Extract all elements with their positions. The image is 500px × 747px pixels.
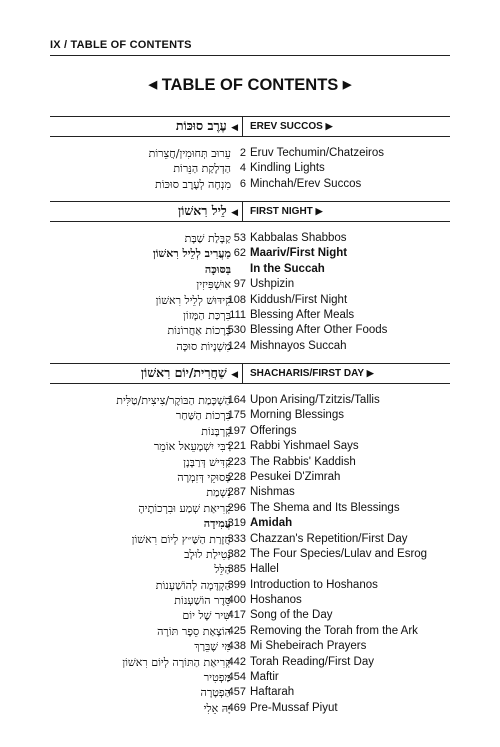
entry-page-number: 400 [227, 594, 246, 607]
entry-hebrew: בִּרְכַּת הַמָּזוֹן [183, 308, 231, 322]
toc-entry [50, 608, 450, 623]
running-head-rule [50, 55, 450, 56]
section-ornament-left-icon: ◀ [231, 208, 238, 218]
toc-entry [50, 470, 450, 485]
toc-entry [50, 262, 450, 277]
toc-entry [50, 339, 450, 354]
section-ornament-left-icon: ◀ [231, 370, 238, 380]
entry-english: Kabbalas Shabbos [250, 232, 347, 244]
entry-english: Haftarah [250, 686, 295, 699]
entry-hebrew: מַעֲרִיב לְלֵיל רִאשׁוֹן [152, 247, 231, 261]
entry-english: Hallel [250, 563, 279, 576]
entry-hebrew: סֵדֶר הוֹשַׁעְנוֹת [174, 594, 231, 608]
entry-hebrew: מַפְטִיר [203, 671, 231, 685]
entry-english: Mi Shebeirach Prayers [250, 640, 367, 653]
entry-page-number: 333 [227, 532, 246, 545]
entry-hebrew: אוּשְׁפִּיזִין [196, 278, 231, 292]
entry-hebrew: הַלֵּל [214, 563, 231, 577]
page-title-text: TABLE OF CONTENTS [161, 76, 339, 94]
toc-entry [50, 485, 450, 500]
section-title-hebrew [176, 118, 238, 134]
entry-hebrew: הַשְׁכָּמַת הַבּוֹקֶר/צִיצִית/טַלִּית [116, 394, 231, 407]
entry-page-number: 197 [227, 424, 246, 437]
toc-entry [50, 161, 450, 176]
entry-hebrew: קָרְבָּנוֹת [201, 424, 231, 438]
section-divider [242, 363, 243, 383]
entry-english: Pre-Mussaf Piyut [250, 701, 338, 714]
section-divider [242, 116, 243, 136]
entry-page-number: 4 [239, 162, 246, 175]
toc-entry [50, 532, 450, 547]
toc-entry [50, 670, 450, 685]
entry-page-number: 228 [227, 470, 246, 483]
entry-page-number: 6 [239, 177, 246, 190]
entry-english: Morning Blessings [250, 409, 344, 422]
entry-hebrew: הַפְטָרָה [200, 686, 231, 700]
section-ornament-right-icon: ▶ [315, 206, 323, 216]
entry-english: Maftir [250, 671, 279, 684]
entry-hebrew: קַבָּלַת שַׁבָּת [184, 232, 231, 245]
entry-hebrew: שִׁיר שֶׁל יוֹם [182, 609, 231, 623]
entry-hebrew: קִידּוּשׁ לְלֵיל רִאשׁוֹן [155, 293, 231, 307]
entry-page-number: 382 [227, 547, 246, 560]
entry-hebrew: מִי שֶׁבֵּרַךְ [194, 640, 231, 654]
entry-english: Kindling Lights [250, 162, 325, 175]
entry-english: In the Succah [250, 262, 325, 275]
entry-english: Ushpizin [250, 278, 295, 291]
entry-hebrew: קְרִיאַת הַתּוֹרָה לְיוֹם רִאשׁוֹן [122, 655, 231, 669]
section-header [50, 363, 450, 386]
toc-entry [50, 578, 450, 593]
entry-english: Blessing After Meals [250, 308, 355, 321]
entry-hebrew: עֲמִידָה [203, 517, 231, 531]
entry-english: Mishnayos Succah [250, 339, 347, 352]
entry-english: Torah Reading/First Day [250, 655, 374, 668]
ornament-right-icon: ▶ [342, 79, 352, 91]
entry-hebrew: נִשְׁמַת [206, 486, 231, 500]
section-divider [242, 201, 243, 221]
section-header [50, 201, 450, 224]
toc-entry [50, 516, 450, 531]
section-ornament-right-icon: ▶ [366, 368, 374, 378]
entry-hebrew: פְּסוּקֵי דְּזִמְרָה [177, 470, 231, 484]
entry-page-number: 2 [239, 147, 246, 159]
entry-list [50, 393, 450, 716]
entry-page-number: 399 [227, 578, 246, 591]
entry-page-number: 296 [227, 501, 246, 514]
entry-page-number: 97 [233, 278, 246, 291]
section-ornament-right-icon: ▶ [325, 121, 333, 131]
section-rule-top [50, 363, 450, 364]
toc-entry [50, 293, 450, 308]
entry-english: Song of the Day [250, 609, 333, 622]
entry-english: Maariv/First Night [250, 247, 348, 260]
toc-entry [50, 231, 450, 246]
section-title-hebrew-text: לֵיל רִאשׁוֹן [177, 203, 227, 218]
toc-entry [50, 701, 450, 716]
section-title-hebrew [178, 203, 238, 219]
entry-page-number: 530 [227, 324, 246, 337]
entry-english: Blessing After Other Foods [250, 324, 388, 337]
entry-page-number: 164 [227, 394, 246, 406]
entry-english: Upon Arising/Tzitzis/Tallis [250, 394, 380, 406]
entry-page-number: 53 [233, 232, 246, 244]
entry-page-number: 287 [227, 486, 246, 499]
entry-english: Kiddush/First Night [250, 293, 348, 306]
entry-hebrew: יָהּ אֵלִי [203, 701, 231, 715]
entry-page-number: 124 [227, 339, 246, 352]
entry-english: Eruv Techumin/Chatzeiros [250, 147, 385, 159]
entry-english: The Rabbis' Kaddish [250, 455, 356, 468]
entry-english: Amidah [250, 517, 293, 530]
toc-entry [50, 424, 450, 439]
entry-hebrew: עֵרוּב תְּחוּמִין/חֲצֵרוֹת [148, 147, 231, 160]
section-rule-top [50, 116, 450, 117]
section-title-english-text: SHACHARIS/FIRST DAY [250, 368, 364, 379]
entry-hebrew: הוֹצָאַת סֵפֶר תּוֹרָה [157, 624, 231, 638]
entry-hebrew: הַדְלָקַת הַנֵּרוֹת [173, 162, 231, 176]
toc-entry [50, 408, 450, 423]
entry-hebrew: בַּסּוּכָּה [204, 262, 231, 276]
entry-english: The Shema and Its Blessings [250, 501, 400, 514]
entry-hebrew: מִנְחָה לְעֶרֶב סוּכּוֹת [155, 177, 231, 191]
toc-entry [50, 308, 450, 323]
toc-entry [50, 501, 450, 516]
entry-page-number: 425 [227, 624, 246, 637]
entry-english: Hoshanos [250, 594, 302, 607]
toc-entry [50, 562, 450, 577]
entry-hebrew: הַקְדָּמָה לְהוֹשַׁעְנוֹת [155, 578, 231, 592]
entry-page-number: 108 [227, 293, 246, 306]
section-title-english [250, 206, 322, 217]
entry-english: Introduction to Hoshanos [250, 578, 378, 591]
entry-page-number: 111 [229, 308, 246, 321]
entry-hebrew: קְרִיאַת שְׁמַע וּבִרְכוֹתֶיהָ [138, 501, 231, 515]
entry-page-number: 221 [227, 440, 246, 453]
toc-entry [50, 439, 450, 454]
entry-hebrew: בְּרָכוֹת אַחֲרוֹנוֹת [167, 324, 231, 338]
section-rule-bottom [50, 136, 450, 137]
entry-page-number: 454 [227, 671, 246, 684]
entry-hebrew: נְטִילַת לוּלָב [184, 547, 231, 561]
entry-page-number: 319 [227, 517, 246, 530]
toc-entry [50, 685, 450, 700]
entry-page-number: 175 [227, 409, 246, 422]
entry-english: Rabbi Yishmael Says [250, 440, 359, 453]
toc-entry [50, 547, 450, 562]
entry-list [50, 146, 450, 192]
toc-entry [50, 624, 450, 639]
entry-page-number: 417 [227, 609, 246, 622]
section-title-hebrew-text: שַׁחֲרִית/יוֹם רִאשׁוֹן [140, 365, 227, 380]
section-rule-top [50, 201, 450, 202]
section-header [50, 116, 450, 139]
entry-page-number: 385 [227, 563, 246, 576]
entry-page-number: 442 [227, 655, 246, 668]
section-rule-bottom [50, 221, 450, 222]
entry-english: Pesukei D'Zimrah [250, 470, 341, 483]
entry-page-number: 469 [227, 701, 246, 714]
entry-page-number: 62 [233, 247, 246, 260]
entry-hebrew: מִשְׁנָיוֹת סוּכָּה [176, 339, 231, 353]
entry-page-number: 223 [227, 455, 246, 468]
entry-hebrew: חֲזָרַת הַשַּׁ״ץ לְיוֹם רִאשׁוֹן [131, 532, 231, 546]
section-ornament-left-icon: ◀ [231, 123, 238, 133]
toc-entry [50, 393, 450, 408]
entry-english: Nishmas [250, 486, 295, 499]
entry-page-number: 438 [227, 640, 246, 653]
entry-hebrew: רַבִּי יִשְׁמָעֵאל אוֹמֵר [153, 440, 231, 454]
section-title-english [250, 368, 374, 379]
entry-hebrew: בִּרְכוֹת הַשַּׁחַר [175, 409, 231, 423]
section-rule-bottom [50, 383, 450, 384]
ornament-left-icon: ◀ [148, 79, 158, 91]
toc-entry [50, 323, 450, 338]
section-title-english-text: FIRST NIGHT [250, 206, 313, 217]
entry-english: Chazzan's Repetition/First Day [250, 532, 408, 545]
section-title-hebrew [141, 365, 238, 381]
running-head: IX / TABLE OF CONTENTS [50, 39, 192, 51]
toc-entry [50, 593, 450, 608]
page-title [50, 76, 450, 95]
toc-entry [50, 146, 450, 161]
entry-english: The Four Species/Lulav and Esrog [250, 547, 428, 560]
toc-entry [50, 639, 450, 654]
entry-list [50, 231, 450, 354]
toc-entry [50, 177, 450, 192]
toc-entry [50, 277, 450, 292]
toc-entry [50, 455, 450, 470]
section-title-english-text: EREV SUCCOS [250, 121, 323, 132]
entry-english: Removing the Torah from the Ark [250, 624, 418, 637]
section-title-hebrew-text: עֶרֶב סוּכּוֹת [175, 118, 227, 133]
section-title-english [250, 121, 333, 132]
toc-entry [50, 246, 450, 261]
entry-english: Offerings [250, 424, 297, 437]
entry-hebrew: קַדִּישׁ דְּרַבָּנָן [183, 455, 231, 469]
entry-english: Minchah/Erev Succos [250, 177, 362, 190]
toc-entry [50, 655, 450, 670]
entry-page-number: 457 [227, 686, 246, 699]
